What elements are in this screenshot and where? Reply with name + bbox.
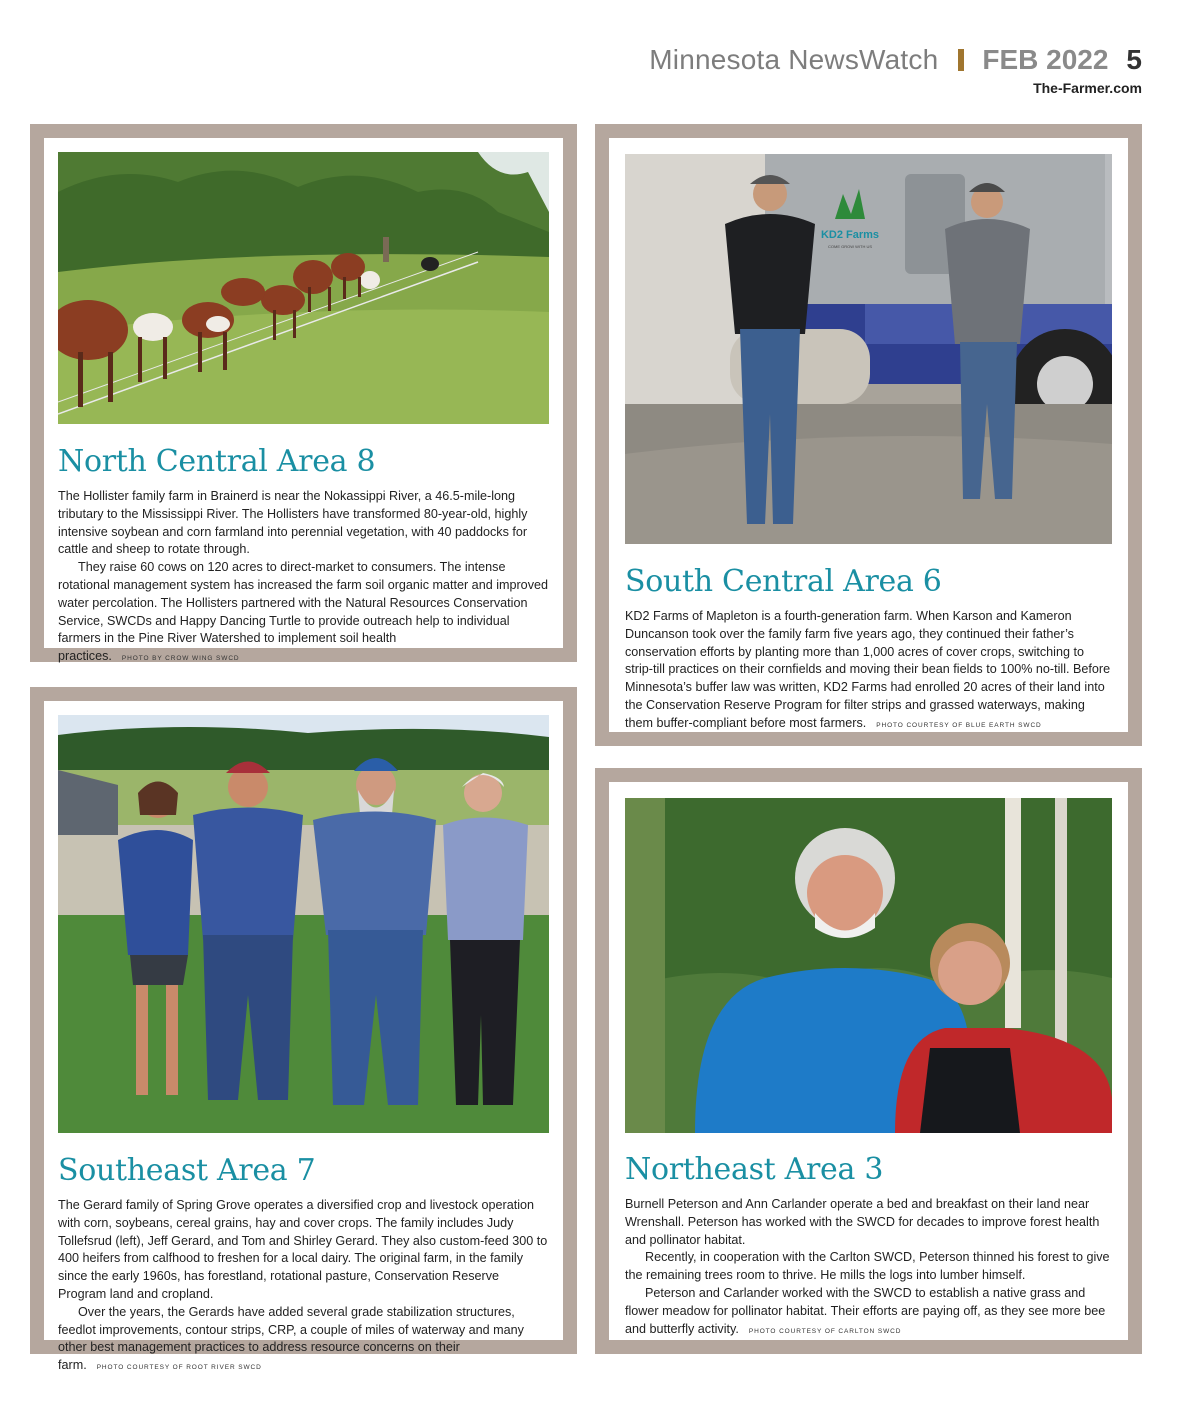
card-paragraph: Burnell Peterson and Ann Carlander operate a bed and breakfast on their land near Wrenshall. Peterson has worked with the SWCD for decades to improve forest health and pollinator habitat. [625,1197,1100,1247]
publication-name: Minnesota NewsWatch [649,44,939,75]
card-northeast [595,768,1142,1354]
card-paragraph-last [58,1304,549,1377]
header-separator [958,49,964,71]
card-body [58,488,549,668]
card-title: Northeast Area 3 [625,1152,884,1187]
peterson-carlander-image [625,798,1112,1133]
card-paragraph: Recently, in cooperation with the Carlton SWCD, Peterson thinned his forest to give the remaining trees room to thrive. He mills the logs into lumber himself. [625,1250,1110,1283]
photo-gerard-family [58,715,549,1133]
card-paragraph-last [625,1285,1112,1340]
cattle-pasture-image [58,152,549,424]
photo-cattle-pasture [58,152,549,424]
page-header [649,44,1142,96]
photo-truck-farmers [625,154,1112,544]
truck-logo: KD2 Farms [820,229,880,241]
photo-credit: PHOTO COURTESY OF CARLTON SWCD [748,1327,902,1335]
header-line [649,44,1142,76]
photo-credit: PHOTO COURTESY OF ROOT RIVER SWCD [96,1364,262,1372]
card-body [625,608,1112,735]
photo-credit: PHOTO BY CROW WING SWCD [121,655,240,663]
card-paragraph-text: Over the years, the Gerards have added several grade stabilization structures, feedlot improvements, contour strips, CRP, a couple of miles of waterway and many other best management practices to address resource concerns on their farm. [58,1304,524,1373]
gerard-family-image [58,715,549,1133]
page-number: 5 [1126,44,1142,75]
truck-farmers-image [625,154,1112,544]
card-north-central [30,124,577,662]
card-paragraph: The Gerard family of Spring Grove operates a diversified crop and livestock operation with corn, soybeans, cereal grains, hay and cover crops. The family includes Judy Tollefsrud (left), Jeff Gerard, and Tom and Shirley Gerard. They also custom-feed 300 to 400 heifers from calfhood to freshen for a local dairy. The original farm, in the family since the early 1960s, has forestland, rotational pasture, Conservation Reserve Program land and cropland. [58,1198,548,1301]
site-url: The-Farmer.com [1033,80,1142,96]
card-paragraph-last [625,608,1112,735]
card-southeast [30,687,577,1373]
card-body [58,1197,549,1377]
card-paragraph-last [58,559,549,668]
truck-tagline: COME GROW WITH US [828,244,872,249]
issue-date: FEB 2022 [982,44,1109,75]
photo-peterson-carlander [625,798,1112,1133]
photo-credit: PHOTO COURTESY OF BLUE EARTH SWCD [876,721,1042,729]
card-paragraph: The Hollister family farm in Brainerd is near the Nokassippi River, a 46.5-mile-long tributary to the Mississippi River. The Hollisters have transformed 80-year-old, highly intensive soybean and corn farmland into perennial vegetation, with 40 paddocks for cattle and sheep to rotate through. [58,489,528,557]
card-title: South Central Area 6 [625,564,942,599]
card-body [625,1196,1112,1340]
card-paragraph-text: They raise 60 cows on 120 acres to direct-market to consumers. The intense rotational management system has increased the farm soil organic matter and improved water percolation. The Hollisters partnered with the Natural Resources Conservation Service, SWCDs and Happy Dancing Turtle to provide outreach help to individual farmers in the Pine River Watershed to implement soil health practices. [58,560,548,664]
card-paragraph-text: KD2 Farms of Mapleton is a fourth-generation farm. When Karson and Kameron Duncanson took over the family farm five years ago, they continued their father’s conservation efforts by planting more than 1,000 acres of cover crops, switching to strip-till practices on their cornfields and moving their bean fields to 100% no-till. Before Minnesota’s buffer law was written, KD2 Farms had enrolled 20 acres of their land into the Conservation Reserve Program for filter strips and grassed waterways, making them buffer-compliant before most farmers. [625,609,1111,730]
card-title: Southeast Area 7 [58,1153,316,1188]
card-south-central [595,124,1142,746]
card-paragraph-text: Peterson and Carlander worked with the SWCD to establish a native grass and flower meadow for pollinator habitat. Their efforts are paying off, as they see more bee and butterfly activity. [625,1285,1106,1336]
card-title: North Central Area 8 [58,444,376,479]
